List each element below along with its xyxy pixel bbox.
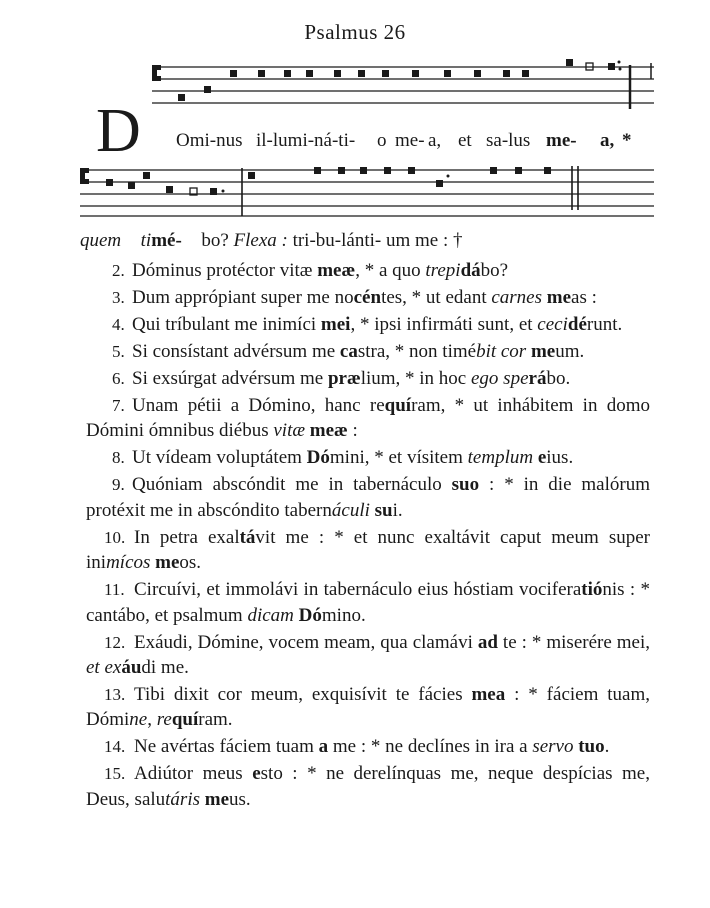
verse-number: 13. (104, 685, 126, 705)
psalm-verse (86, 761, 650, 812)
verse-text: , (147, 709, 157, 731)
verse-text: táris (165, 788, 201, 810)
verse-text: præ (327, 368, 361, 389)
verse-text: me (546, 287, 572, 308)
verse-text: : (347, 420, 358, 442)
verse-text: re (156, 709, 172, 731)
psalm-verse (86, 339, 650, 364)
verse-text: tá (239, 526, 256, 548)
page-title: Psalmus 26 (304, 20, 406, 44)
lyric-syllable: a, (428, 130, 442, 151)
verse-number: 15. (104, 764, 126, 784)
verse-text: Ne avértas fáciem tuam (134, 736, 319, 758)
verse-text: Dóminus protéctor vitæ (132, 260, 318, 281)
verse-text: dá (460, 260, 481, 281)
verse-text: stra, * non timé (357, 341, 477, 362)
psalm-verse (86, 312, 650, 337)
verse-text: sto : * ne derelínquas me, neque despícias me, Deus, salu (86, 763, 650, 810)
verse-text: In petra exal (134, 526, 240, 548)
verse-text: bo? (480, 260, 509, 281)
verse-text: tuo (578, 736, 605, 758)
verse-text: nis : * cantábo, et psalmum (86, 579, 650, 626)
verse-text: Ut vídeam voluptátem (132, 447, 307, 469)
verse-text: vit me : * et nunc exaltávit caput meum super ini (86, 526, 650, 574)
verse-text: runt. (586, 314, 623, 335)
verse-text: dé (567, 314, 587, 335)
verse-number: 4. (112, 315, 125, 334)
verse-text: meæ (317, 260, 356, 281)
verse-number: 10. (104, 527, 126, 547)
verse-text: dicam (247, 604, 294, 626)
lyric-syllable: sa-lus (486, 130, 531, 151)
verse-text: áu (121, 657, 142, 679)
verse-text: su (374, 499, 393, 521)
verse-text: mini, * et vísitem (329, 447, 468, 469)
initial-capital: D (96, 97, 141, 165)
verse-text: ego spe (471, 368, 529, 389)
verse-text: Si consístant advérsum me (132, 341, 340, 362)
verse-text: Exáudi, Dómine, vocem meam, qua clamávi (134, 631, 478, 653)
lyric-syllable: o (377, 130, 387, 151)
verse-text: e (252, 763, 261, 785)
lyric-syllable: a, (600, 130, 615, 151)
verse-text: , * a quo (355, 260, 426, 281)
chant-staff-2 (0, 160, 710, 230)
lyric-syllable: * (622, 130, 632, 151)
verse-text: mea (471, 684, 506, 706)
chant-lyrics-line-2 (80, 230, 462, 252)
verse-text: ca (339, 341, 358, 362)
verse-text: vitæ (273, 420, 306, 442)
cross-icon: † (452, 230, 463, 251)
verse-text: bit cor (476, 341, 527, 362)
verse-text: ad (477, 631, 498, 653)
verse-text: meæ (309, 420, 348, 442)
verse-text: : * fáciem tuam, Dómi (86, 684, 650, 731)
verse-text: me (155, 552, 180, 574)
verse-text: os. (179, 552, 202, 574)
psalm-verses (86, 258, 650, 814)
psalm-verse (86, 258, 650, 283)
psalm-verse (86, 682, 650, 733)
verse-text: lium, * in hoc (360, 368, 471, 389)
psalm-verse (86, 393, 650, 444)
verse-text: me (530, 341, 556, 362)
flexa-label: Flexa : (233, 230, 288, 251)
psalm-verse (86, 577, 650, 628)
verse-number: 11. (104, 580, 125, 600)
verse-text: me : * ne declínes in ira a (328, 736, 533, 758)
c-clef-icon (152, 65, 161, 81)
verse-text: trepi (425, 260, 461, 281)
neumes-line-2 (106, 167, 551, 195)
verse-text: Dó (298, 604, 322, 626)
verse-text: tió (581, 579, 603, 601)
verse-text: Dó (306, 447, 330, 469)
verse-text: templum (467, 447, 534, 469)
verse-text: , * ipsi infirmáti sunt, et (350, 314, 538, 335)
verse-text: carnes (491, 287, 542, 308)
verse-text: quí (171, 709, 199, 731)
psalm-verse (86, 525, 650, 576)
verse-text: us. (229, 788, 251, 810)
lyric-syllable: quem (80, 230, 122, 251)
verse-text: tes, * ut edant (381, 287, 492, 308)
verse-text: Circuívi, et immolávi in tabernáculo eius hóstiam vocifera (134, 579, 582, 601)
verse-text: Tibi dixit cor meum, exquisívit te fácies (134, 684, 472, 706)
neumes-line-1 (178, 59, 622, 101)
verse-number: 14. (104, 737, 126, 757)
verse-text: ram. (198, 709, 233, 731)
verse-text: as : (571, 287, 597, 308)
verse-text: et ex (86, 657, 122, 679)
verse-text: quí (384, 395, 412, 416)
lyric-syllable: il-lumi-ná-ti- (256, 130, 356, 151)
lyric-syllable: mé- (151, 230, 182, 251)
lyric-syllable: bo? (201, 230, 229, 251)
lyric-syllable: me- (395, 130, 425, 151)
verse-text: bo. (546, 368, 571, 389)
lyric-syllable: Omi-nus (176, 130, 243, 151)
verse-number: 5. (112, 342, 125, 361)
verse-text: mícos (106, 552, 151, 574)
psalm-verse (86, 630, 650, 681)
verse-number: 8. (112, 448, 125, 468)
verse-text: Qui tríbulant me inimíci (132, 314, 321, 335)
verse-number: 6. (112, 369, 125, 388)
verse-text: Adiútor meus (134, 763, 253, 785)
verse-text: : * in die malórum protéxit me in abscóndito tabern (86, 474, 650, 521)
c-clef-icon (80, 168, 89, 184)
verse-text: e (537, 447, 547, 469)
verse-text: . (604, 736, 610, 758)
psalm-verse (86, 285, 650, 310)
verse-text: culi (341, 499, 370, 521)
psalm-verse (86, 366, 650, 391)
psalm-verse (86, 445, 650, 470)
verse-number: 2. (112, 261, 125, 280)
verse-text: i. (392, 499, 403, 521)
verse-text: rá (528, 368, 547, 389)
psalm-verse (86, 734, 650, 759)
verse-text: ram, * ut inhábitem in domo Dómini ómnibus diébus (86, 395, 651, 442)
flexa-text: tri-bu-lánti- um me : (292, 230, 449, 251)
verse-text: ceci (537, 314, 568, 335)
psalm-verse (86, 472, 650, 523)
verse-text: Unam pétii a Dómino, hanc re (132, 395, 385, 416)
verse-text: Dum apprópiant super me no (132, 287, 354, 308)
verse-text: servo (532, 736, 574, 758)
verse-text: Si exsúrgat advérsum me (132, 368, 328, 389)
verse-text: ius. (546, 447, 574, 469)
verse-text: Quóniam abscóndit me in tabernáculo (132, 474, 452, 496)
verse-text: á (331, 499, 342, 521)
lyric-syllable: ti (140, 230, 152, 251)
verse-text: te : * miserére mei, (497, 631, 650, 653)
verse-text: cén (353, 287, 382, 308)
verse-text: di me. (141, 657, 189, 679)
verse-number: 7. (112, 396, 125, 415)
verse-number: 9. (112, 475, 125, 495)
verse-text: mino. (321, 604, 366, 626)
verse-number: 12. (104, 632, 126, 652)
verse-text: a (318, 736, 329, 758)
verse-text: ne (129, 709, 148, 731)
lyric-syllable: et (458, 130, 472, 151)
verse-text: um. (555, 341, 585, 362)
verse-text: suo (451, 474, 480, 496)
verse-text: mei (320, 314, 351, 335)
verse-text: me (204, 788, 230, 810)
lyric-syllable: me- (546, 130, 577, 151)
verse-number: 3. (112, 288, 125, 307)
